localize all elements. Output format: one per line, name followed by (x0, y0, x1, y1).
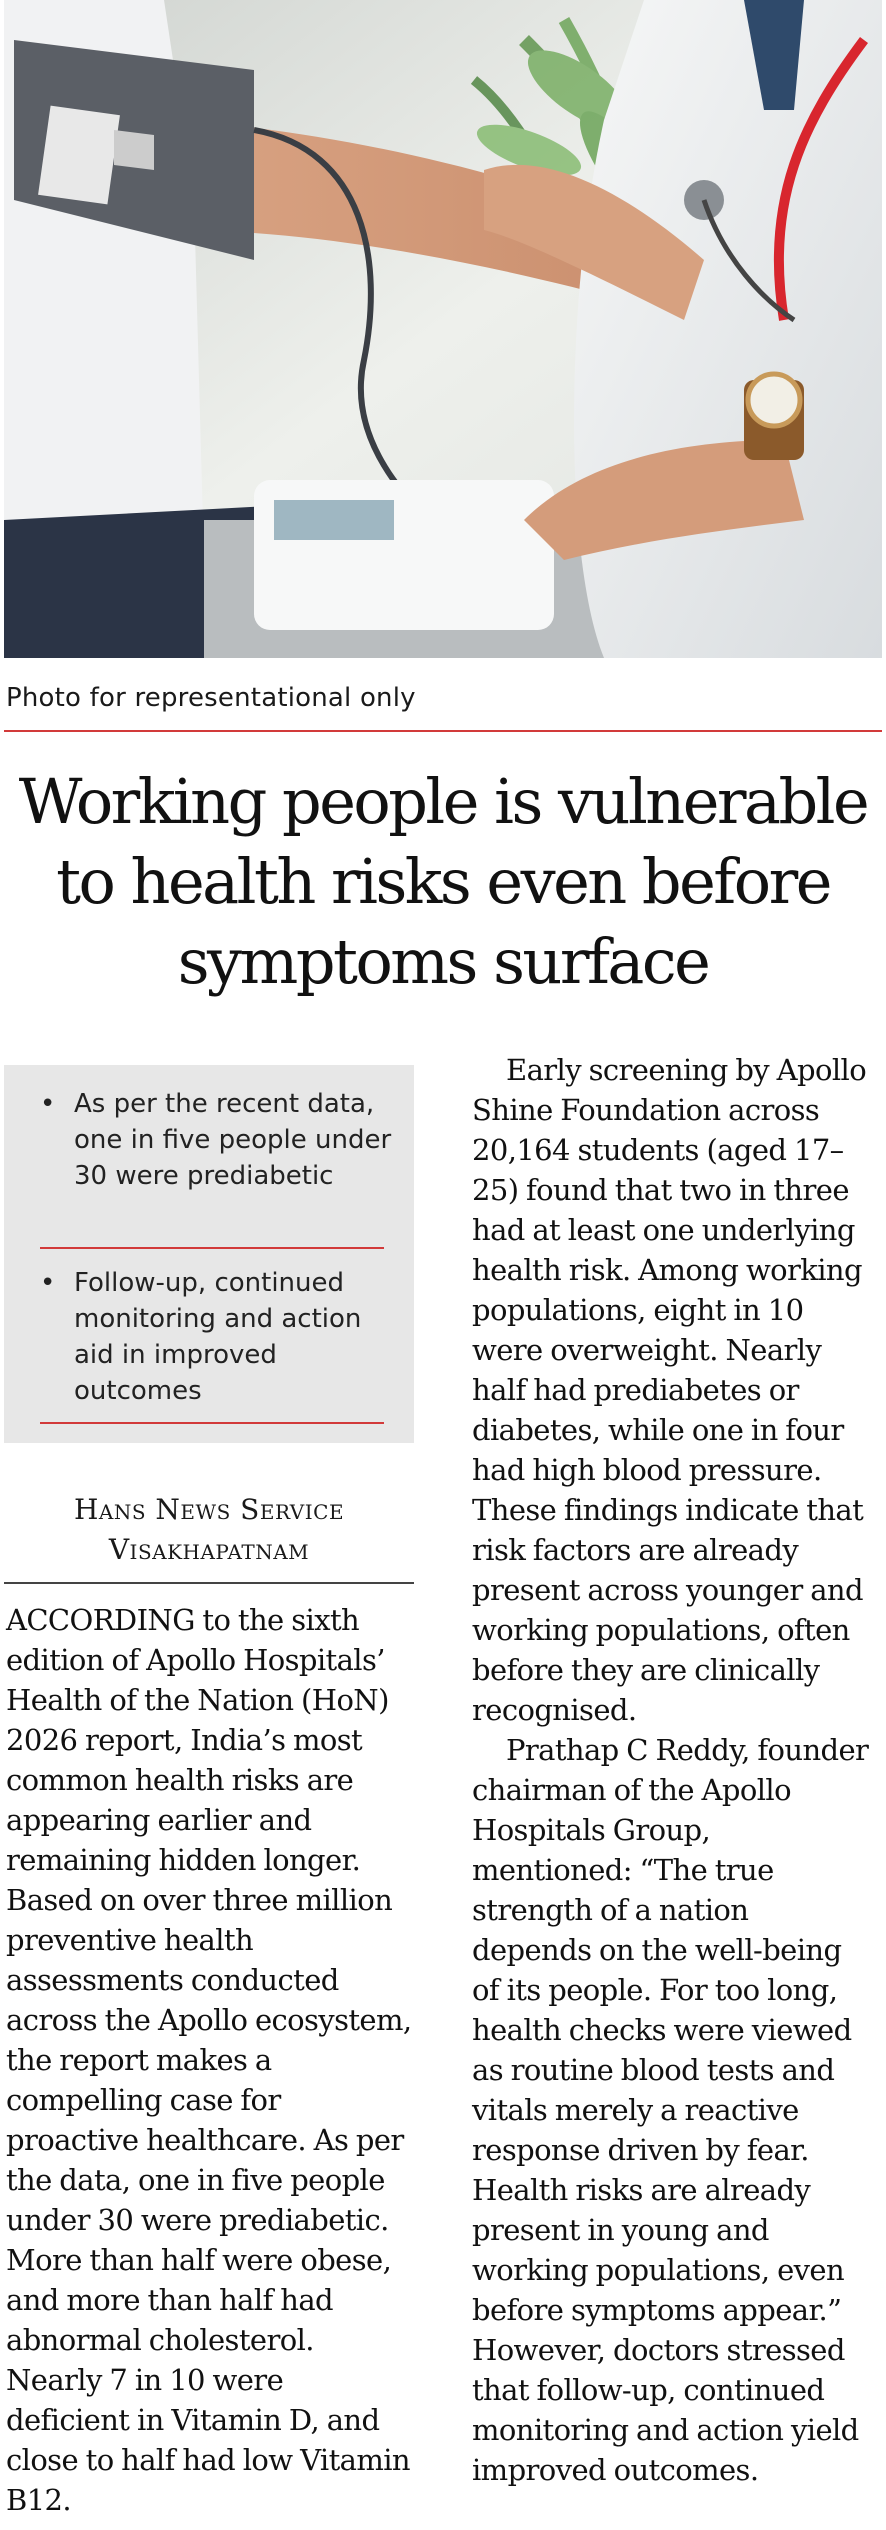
highlight-divider (40, 1247, 384, 1249)
caption-divider (4, 730, 882, 732)
photo-caption: Photo for representational only (6, 683, 416, 713)
article-photo (4, 0, 882, 658)
bullet-icon: • (40, 1089, 56, 1119)
article-body-right-column (472, 1050, 872, 2490)
article-body-left-column (6, 1600, 414, 2520)
body-paragraph: ACCORDING to the sixth edition of Apollo Hospitals’ Health of the Nation (HoN) 2026 report, India’s most common health risks are appearing earlier and remaining hidden longer. Based on over three million preventive health assessments conducted across the Apollo ecosystem, the report makes a compelling case for proactive healthcare. As per the data, one in five people under 30 were prediabetic. More than half were obese, and more than half had abnormal cholesterol. Nearly 7 in 10 were deficient in Vitamin D, and close to half had low Vitamin B12. (6, 1603, 412, 2517)
byline-place: Visakhapatnam (108, 1533, 310, 1566)
highlight-item: As per the recent data, one in five people under 30 were prediabetic (74, 1089, 392, 1191)
byline-divider (4, 1582, 414, 1584)
headline: Working people is vulnerable to health risks even before symptoms surface (18, 765, 868, 998)
body-paragraph: Early screening by Apollo Shine Foundation across 20,164 students (aged 17–25) found that two in three had at least one underlying health risk. Among working populations, eight in 10 were overweight. Nearly half had prediabetes or diabetes, while one in four had high blood pressure. These findings indicate that risk factors are already present across younger and working populations, often before they are clinically recognised. (472, 1053, 867, 1727)
highlights-box (4, 1065, 414, 1443)
byline (4, 1490, 414, 1570)
highlight-divider (40, 1422, 384, 1424)
bullet-icon: • (40, 1268, 56, 1298)
body-paragraph: Prathap C Reddy, founder chairman of the Apollo Hospitals Group, mentioned: “The true strength of a nation depends on the well-being of its people. For too long, health checks were viewed as routine blood tests and vitals merely a reactive response driven by fear. Health risks are already present in young and working populations, even before symptoms appear.” However, doctors stressed that follow-up, continued monitoring and action yield improved outcomes. (472, 1733, 869, 2487)
highlight-item: Follow-up, continued monitoring and action aid in improved outcomes (74, 1268, 362, 1406)
byline-agency: Hans News Service (73, 1493, 345, 1526)
